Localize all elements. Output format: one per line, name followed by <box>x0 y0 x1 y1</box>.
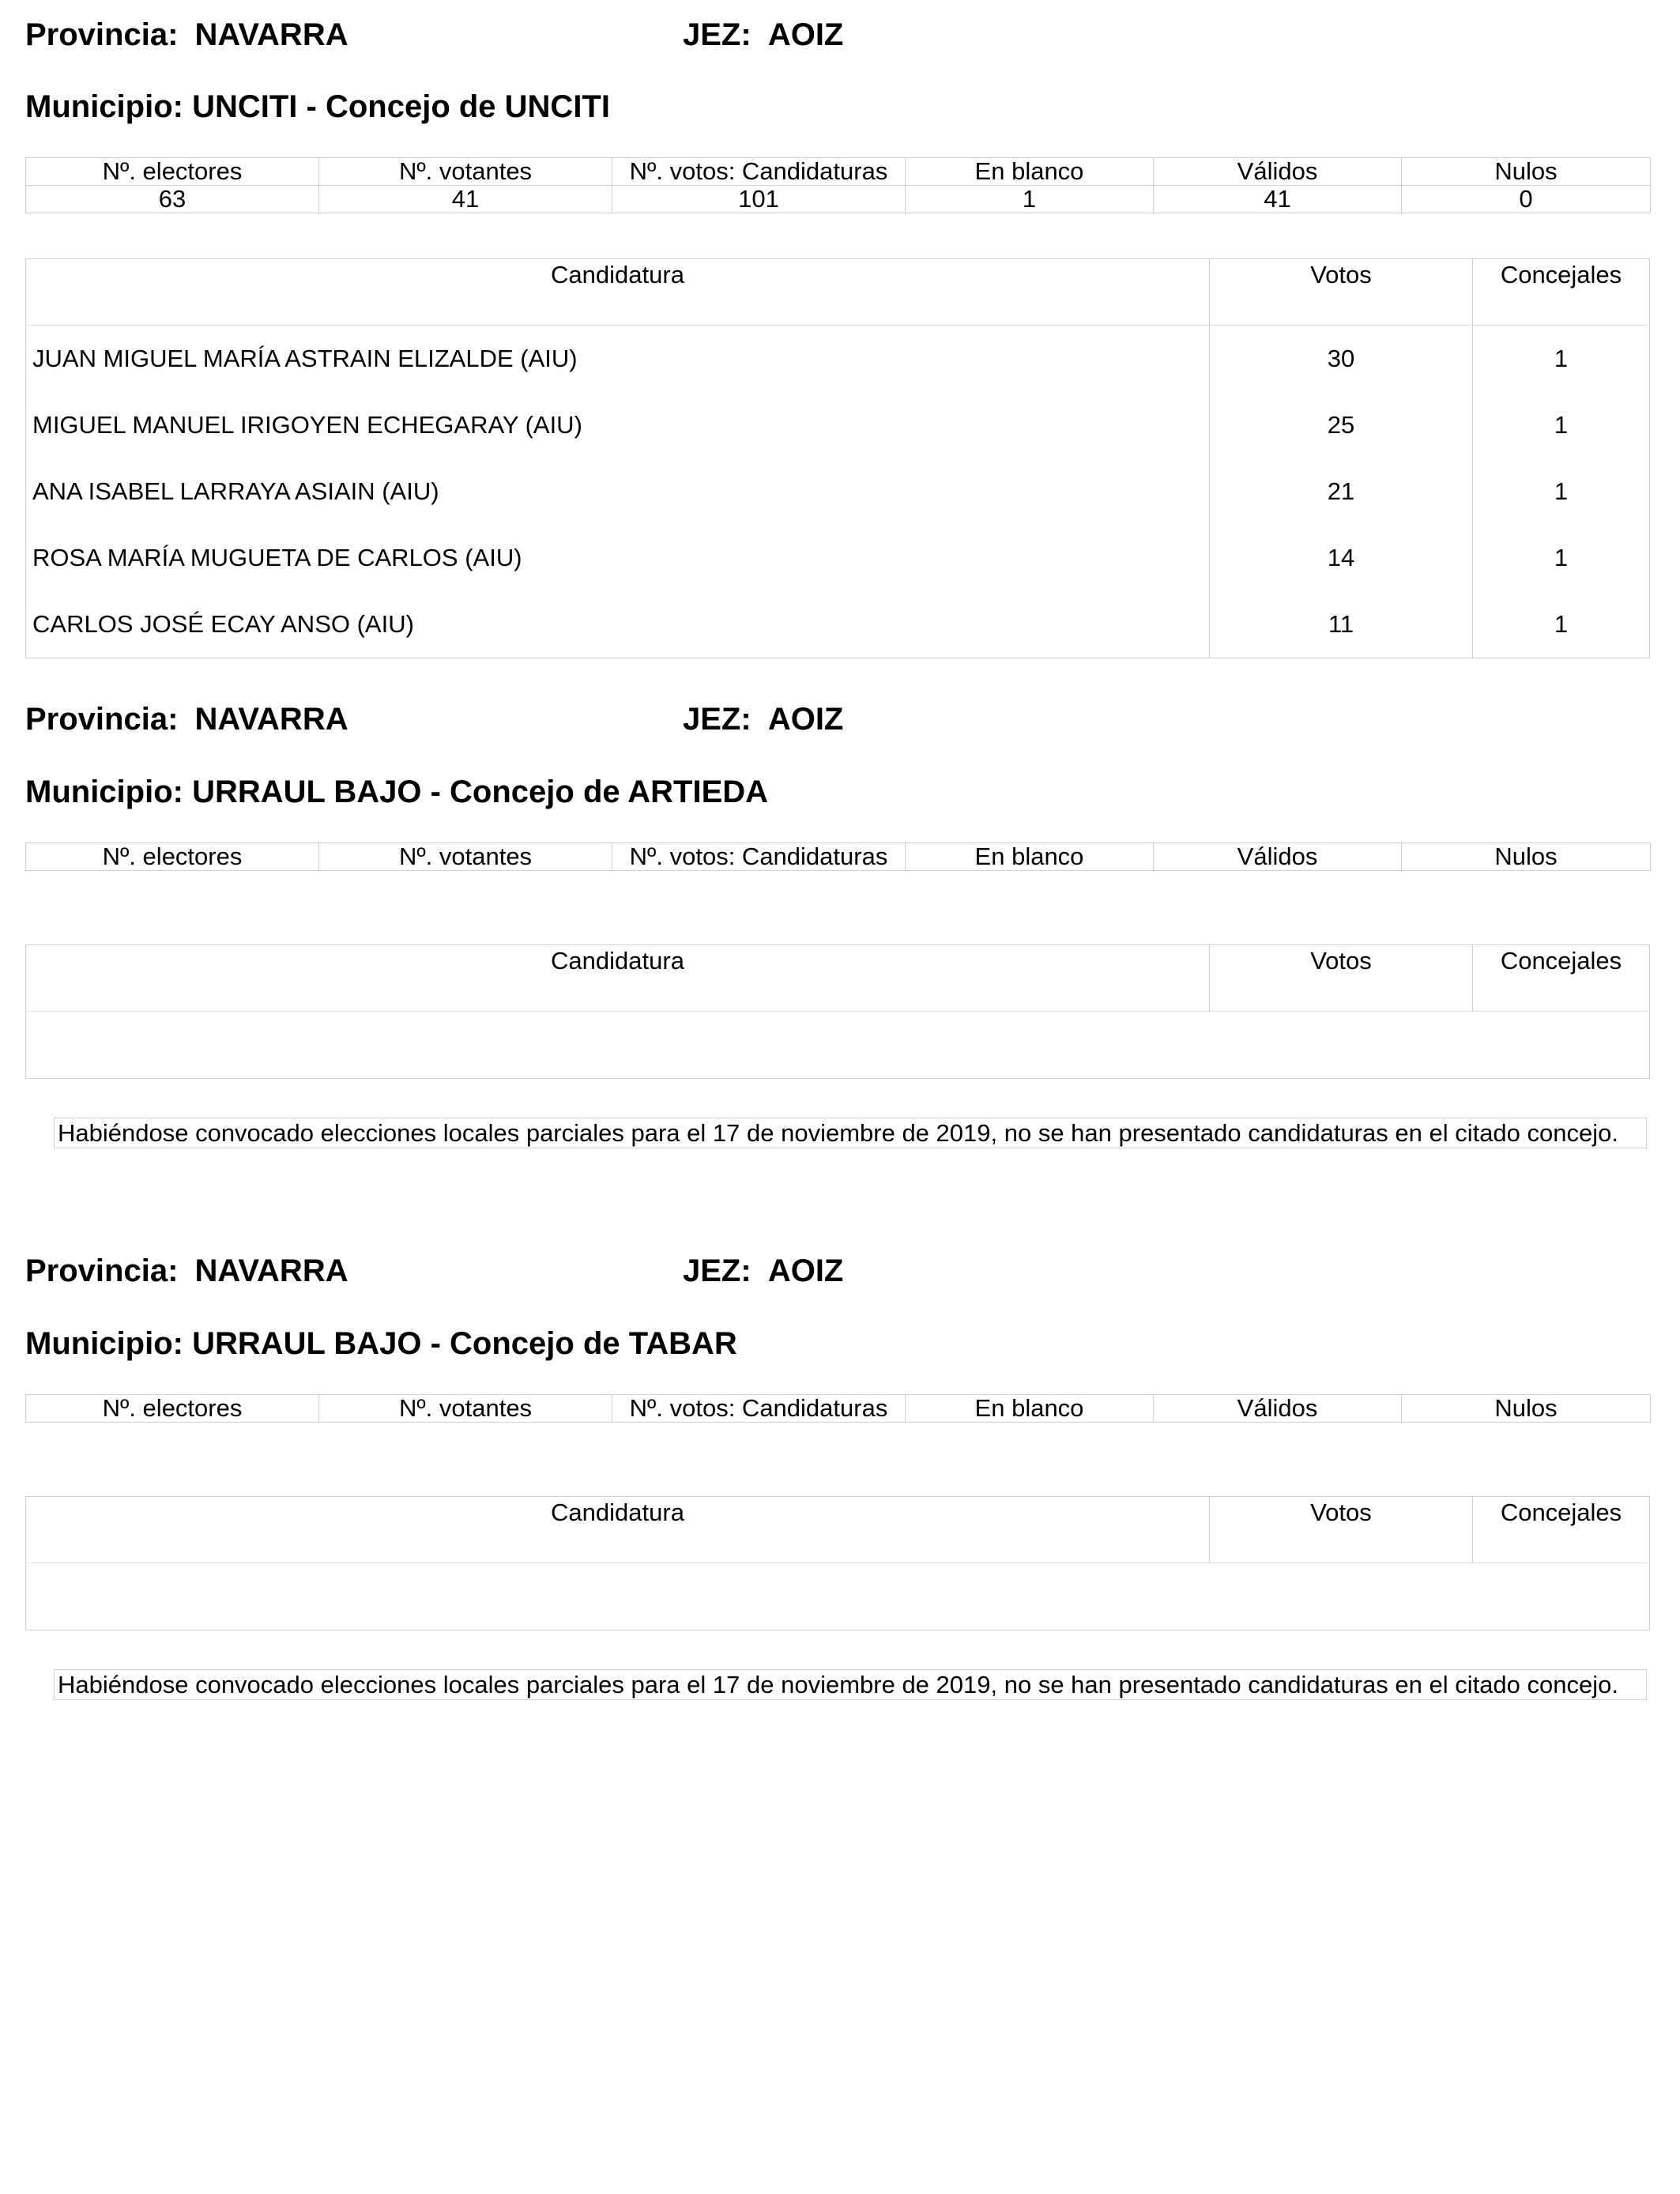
stats-header-validos: Válidos <box>1154 843 1402 871</box>
provincia-value: NAVARRA <box>194 1253 348 1288</box>
candidate-name: CARLOS JOSÉ ECAY ANSO (AIU) <box>26 591 1210 658</box>
stats-header-validos: Válidos <box>1154 158 1402 186</box>
concejales-header: Concejales <box>1473 259 1650 326</box>
stats-header-en-blanco: En blanco <box>906 843 1154 871</box>
empty-cell <box>26 1563 1650 1630</box>
jez-label: JEZ: <box>683 702 751 737</box>
provincia-label: Provincia: <box>25 17 179 52</box>
candidate-concejales: 1 <box>1554 544 1569 571</box>
municipio-label: Municipio: <box>25 1326 183 1361</box>
empty-row <box>26 1563 1650 1630</box>
notice-text: Habiéndose convocado elecciones locales parciales para el 17 de noviembre de 2019, no se han presentado candidaturas en el citado concejo. <box>54 1669 1647 1700</box>
stats-value-en-blanco: 1 <box>906 186 1154 213</box>
candidate-concejales: 1 <box>1554 345 1569 372</box>
stats-value-votos-candidaturas: 101 <box>612 186 906 213</box>
provincia-label: Provincia: <box>25 1253 179 1288</box>
votos-header: Votos <box>1210 259 1473 326</box>
stats-value-validos: 41 <box>1154 186 1402 213</box>
municipio-label: Municipio: <box>25 775 183 809</box>
stats-header-votantes: Nº. votantes <box>319 1395 612 1423</box>
stats-value-electores: 63 <box>26 186 319 213</box>
table-row <box>26 392 1650 458</box>
province-header <box>25 17 844 65</box>
table-row <box>26 591 1650 658</box>
stats-header-votos-candidaturas: Nº. votos: Candidaturas <box>612 843 906 871</box>
votos-header: Votos <box>1210 1497 1473 1563</box>
candidates-header-row <box>26 1497 1650 1563</box>
jez-label: JEZ: <box>683 17 751 52</box>
province-header <box>25 1253 844 1301</box>
table-row <box>26 326 1650 393</box>
candidate-concejales: 1 <box>1554 477 1569 505</box>
candidates-table <box>25 1496 1650 1630</box>
stats-value-row <box>26 186 1651 213</box>
candidatura-header: Candidatura <box>26 259 1210 326</box>
candidate-concejales: 1 <box>1554 411 1569 439</box>
stats-table <box>25 843 1651 871</box>
candidate-name: JUAN MIGUEL MARÍA ASTRAIN ELIZALDE (AIU) <box>26 326 1210 393</box>
candidate-name: ANA ISABEL LARRAYA ASIAIN (AIU) <box>26 458 1210 525</box>
candidates-table <box>25 944 1650 1079</box>
stats-header-row <box>26 843 1651 871</box>
stats-header-en-blanco: En blanco <box>906 1395 1154 1423</box>
jez-value: AOIZ <box>767 702 844 737</box>
jez-group <box>683 17 843 53</box>
municipio-title <box>25 1326 737 1362</box>
table-row <box>26 525 1650 591</box>
candidate-name: ROSA MARÍA MUGUETA DE CARLOS (AIU) <box>26 525 1210 591</box>
candidate-concejales: 1 <box>1554 610 1569 638</box>
candidatura-header: Candidatura <box>26 945 1210 1012</box>
municipio-value: URRAUL BAJO - Concejo de TABAR <box>192 1326 737 1361</box>
stats-header-electores: Nº. electores <box>26 1395 319 1423</box>
stats-header-votos-candidaturas: Nº. votos: Candidaturas <box>612 158 906 186</box>
table-row <box>26 458 1650 525</box>
stats-header-votos-candidaturas: Nº. votos: Candidaturas <box>612 1395 906 1423</box>
provincia-label: Provincia: <box>25 702 179 737</box>
candidates-header-row <box>26 945 1650 1012</box>
votos-header: Votos <box>1210 945 1473 1012</box>
stats-value-votantes: 41 <box>319 186 612 213</box>
jez-value: AOIZ <box>767 17 844 52</box>
concejales-header: Concejales <box>1473 1497 1650 1563</box>
empty-cell <box>26 1012 1650 1079</box>
stats-header-row <box>26 1395 1651 1423</box>
stats-header-nulos: Nulos <box>1402 158 1651 186</box>
concejales-header: Concejales <box>1473 945 1650 1012</box>
municipio-label: Municipio: <box>25 89 183 124</box>
stats-header-nulos: Nulos <box>1402 1395 1651 1423</box>
candidate-votos: 11 <box>1210 591 1473 658</box>
candidates-table <box>25 258 1650 658</box>
stats-value-nulos: 0 <box>1402 186 1651 213</box>
candidatura-header: Candidatura <box>26 1497 1210 1563</box>
stats-table <box>25 157 1651 213</box>
candidate-votos: 21 <box>1210 458 1473 525</box>
candidate-votos: 30 <box>1210 326 1473 393</box>
stats-header-votantes: Nº. votantes <box>319 158 612 186</box>
stats-header-electores: Nº. electores <box>26 158 319 186</box>
jez-value: AOIZ <box>767 1253 844 1288</box>
municipio-title <box>25 89 610 125</box>
jez-label: JEZ: <box>683 1253 751 1288</box>
notice-text: Habiéndose convocado elecciones locales parciales para el 17 de noviembre de 2019, no se han presentado candidaturas en el citado concejo. <box>54 1118 1647 1148</box>
candidate-votos: 14 <box>1210 525 1473 591</box>
empty-row <box>26 1012 1650 1079</box>
candidate-name: MIGUEL MANUEL IRIGOYEN ECHEGARAY (AIU) <box>26 392 1210 458</box>
jez-group <box>683 1253 843 1289</box>
stats-header-validos: Válidos <box>1154 1395 1402 1423</box>
stats-header-electores: Nº. electores <box>26 843 319 871</box>
stats-table <box>25 1394 1651 1423</box>
provincia-value: NAVARRA <box>194 702 348 737</box>
municipio-value: UNCITI - Concejo de UNCITI <box>192 89 610 124</box>
municipio-title <box>25 775 768 810</box>
stats-header-nulos: Nulos <box>1402 843 1651 871</box>
stats-header-en-blanco: En blanco <box>906 158 1154 186</box>
candidate-votos: 25 <box>1210 392 1473 458</box>
jez-group <box>683 702 843 737</box>
municipio-value: URRAUL BAJO - Concejo de ARTIEDA <box>192 775 769 809</box>
provincia-value: NAVARRA <box>194 17 348 52</box>
stats-header-votantes: Nº. votantes <box>319 843 612 871</box>
stats-header-row <box>26 158 1651 186</box>
province-header <box>25 702 844 749</box>
candidates-header-row <box>26 259 1650 326</box>
